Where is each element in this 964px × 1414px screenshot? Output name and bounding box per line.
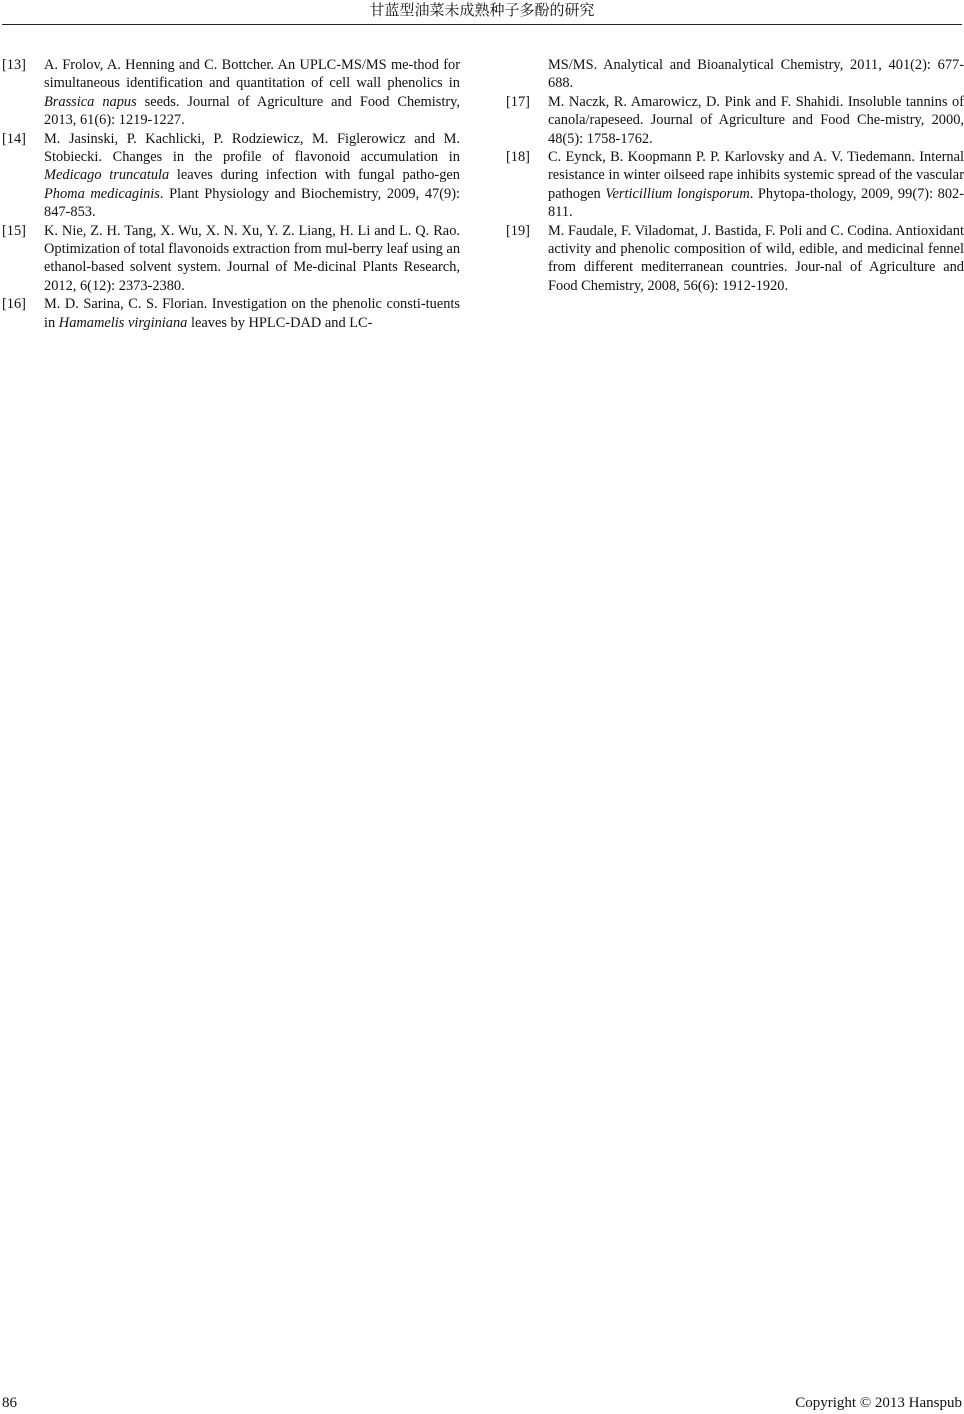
reference-segment: C. Eynck, B. Koopmann P. P. Karlovsky and A. V. Tiedemann. Internal resistance in winter oilseed rape inhibits systemic spread of the vascular pathogen xyxy=(548,149,964,202)
reference-number: [19] xyxy=(506,222,530,239)
reference-segment: M. Faudale, F. Viladomat, J. Bastida, F. Poli and C. Codina. Antioxidant activity and phenolic composition of wild, edible, and medicinal fennel from different mediterranean countries. Jour-nal of Agriculture and Food Chemistry, 2008, 56(6): 1912-1920. xyxy=(548,222,964,294)
reference-entry xyxy=(506,222,964,296)
reference-segment: MS/MS. Analytical and Bioanalytical Chemistry, 2011, 401(2): 677-688. xyxy=(548,57,964,92)
reference-entry xyxy=(2,295,460,332)
reference-entry xyxy=(506,93,964,148)
reference-text xyxy=(548,56,964,93)
species-name: Phoma medicaginis xyxy=(44,185,160,202)
copyright-notice: Copyright © 2013 Hanspub xyxy=(795,1395,962,1411)
reference-text xyxy=(44,56,460,130)
reference-number: [13] xyxy=(2,57,26,73)
reference-segment: K. Nie, Z. H. Tang, X. Wu, X. N. Xu, Y. Z. Liang, H. Li and L. Q. Rao. Optimization of total flavonoids extraction from mul-berry leaf using an ethanol-based solvent system. Journal of Me-dicinal Plants Research, 2012, 6(12): 2373-2380. xyxy=(44,222,461,294)
reference-number xyxy=(506,56,548,93)
reference-text xyxy=(44,222,460,296)
reference-entry xyxy=(2,130,460,222)
page-number: 86 xyxy=(2,1395,17,1411)
reference-segment: A. Frolov, A. Henning and C. Bottcher. An UPLC-MS/MS me-thod for simultaneous identification and quantitation of cell wall phenolics in xyxy=(44,57,460,92)
species-name: Hamamelis virginiana xyxy=(58,314,188,331)
reference-number: [14] xyxy=(2,130,26,147)
header-divider xyxy=(2,24,962,25)
species-name: Brassica napus xyxy=(44,93,137,110)
reference-text xyxy=(44,295,460,332)
reference-number: [15] xyxy=(2,222,26,239)
reference-segment: . Phytopa-thology, 2009, 99(7): 802-811. xyxy=(548,185,964,221)
reference-text xyxy=(548,148,964,222)
reference-number: [18] xyxy=(506,149,530,166)
reference-entry xyxy=(2,222,460,296)
species-name: Medicago truncatula xyxy=(44,167,170,184)
running-header: 甘蓝型油菜未成熟种子多酚的研究 xyxy=(369,1,595,19)
reference-segment: seeds. Journal of Agriculture and Food Chemistry, 2013, 61(6): 1219-1227. xyxy=(44,93,460,129)
reference-number: [17] xyxy=(506,93,530,110)
reference-entry xyxy=(2,56,460,130)
reference-segment: M. Naczk, R. Amarowicz, D. Pink and F. Shahidi. Insoluble tannins of canola/rapeseed. Journal of Agriculture and Food Che-mistry, 2000, 48(5): 1758-1762. xyxy=(548,93,964,147)
reference-text xyxy=(548,222,964,296)
reference-text xyxy=(548,93,964,148)
reference-segment: M. Jasinski, P. Kachlicki, P. Rodziewicz, M. Figlerowicz and M. Stobiecki. Changes in the profile of flavonoid accumulation in xyxy=(44,130,460,166)
species-name: Verticillium longisporum xyxy=(605,185,750,202)
reference-segment: leaves by HPLC-DAD and LC- xyxy=(187,314,373,331)
reference-text xyxy=(44,130,460,222)
reference-entry xyxy=(506,56,964,93)
reference-number: [16] xyxy=(2,296,26,313)
reference-segment: leaves during infection with fungal patho-gen xyxy=(169,167,460,184)
reference-segment: M. D. Sarina, C. S. Florian. Investigation on the phenolic consti-tuents in xyxy=(44,296,460,331)
reference-segment: . Plant Physiology and Biochemistry, 2009, 47(9): 847-853. xyxy=(44,185,460,221)
references-right-column xyxy=(506,56,964,295)
reference-entry xyxy=(506,148,964,222)
references-left-column xyxy=(2,56,460,332)
